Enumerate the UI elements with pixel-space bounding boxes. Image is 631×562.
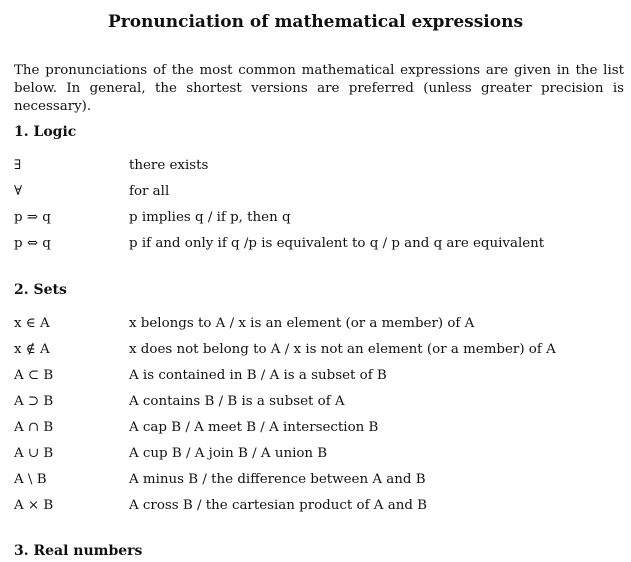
expression-symbol: A ∪ B <box>14 446 54 461</box>
expression-pronunciation: there exists <box>129 158 209 173</box>
expression-symbol: p ⇒ q <box>14 210 51 225</box>
expression-symbol: x ∉ A <box>14 342 50 357</box>
expression-symbol: ∀ <box>14 184 23 199</box>
list-item <box>14 210 624 230</box>
expression-symbol: A \ B <box>14 472 47 487</box>
expression-pronunciation: p if and only if q /p is equivalent to q / p and q are equivalent <box>129 236 545 251</box>
expression-pronunciation: A is contained in B / A is a subset of B <box>129 368 387 383</box>
list-item <box>14 498 624 518</box>
expression-pronunciation: A cap B / A meet B / A intersection B <box>129 420 379 435</box>
expression-symbol: A ⊃ B <box>14 394 54 409</box>
expression-pronunciation: A cross B / the cartesian product of A and B <box>129 498 427 513</box>
list-item <box>14 236 624 256</box>
expression-pronunciation: x does not belong to A / x is not an element (or a member) of A <box>129 342 556 357</box>
list-item <box>14 420 624 440</box>
list-item <box>14 368 624 388</box>
section-heading-logic: 1. Logic <box>14 124 77 140</box>
expression-pronunciation: p implies q / if p, then q <box>129 210 291 225</box>
expression-symbol: ∃ <box>14 158 22 173</box>
page-title: Pronunciation of mathematical expressions <box>107 12 524 32</box>
expression-symbol: A ⊂ B <box>14 368 54 383</box>
list-item <box>14 472 624 492</box>
expression-symbol: x ∈ A <box>14 316 50 331</box>
section-heading-real-numbers: 3. Real numbers <box>14 543 143 559</box>
list-item <box>14 394 624 414</box>
expression-symbol: A ∩ B <box>14 420 54 435</box>
list-item <box>14 342 624 362</box>
list-item <box>14 158 624 178</box>
expression-pronunciation: A cup B / A join B / A union B <box>129 446 328 461</box>
list-item <box>14 184 624 204</box>
section-heading-sets: 2. Sets <box>14 282 67 298</box>
expression-symbol: A × B <box>14 498 54 513</box>
expression-pronunciation: x belongs to A / x is an element (or a member) of A <box>129 316 475 331</box>
expression-pronunciation: A minus B / the difference between A and B <box>129 472 426 487</box>
list-item <box>14 446 624 466</box>
list-item <box>14 316 624 336</box>
expression-pronunciation: A contains B / B is a subset of A <box>129 394 345 409</box>
intro-paragraph: The pronunciations of the most common mathematical expressions are given in the list below. In general, the shortest versions are preferred (unless greater precision is necessary). <box>14 63 624 114</box>
expression-pronunciation: for all <box>129 184 170 199</box>
expression-symbol: p ⇔ q <box>14 236 51 251</box>
